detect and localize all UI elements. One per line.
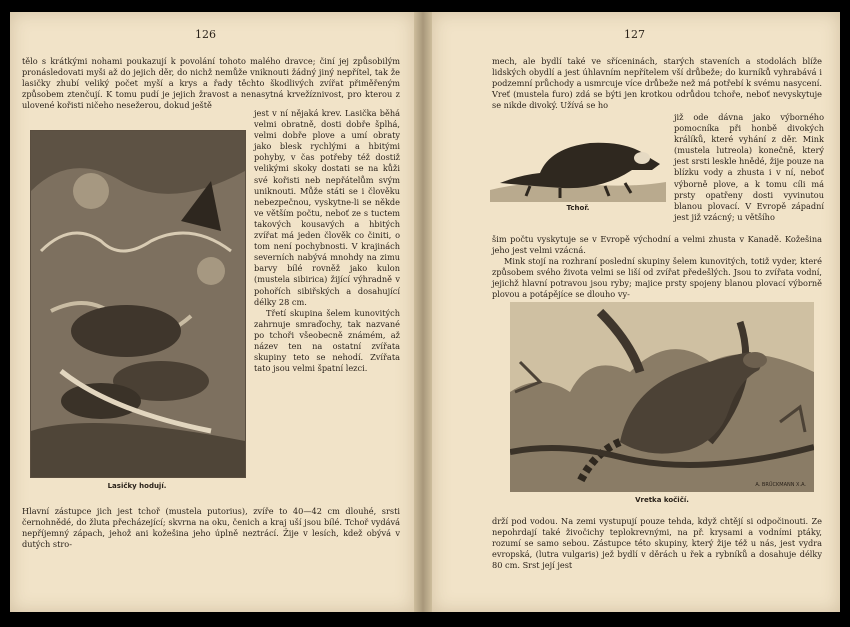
engraver-credit: A. BRÜCKMANN X.A. [755,482,806,488]
right-side-paragraph: již ode dávna jako výborného pomocníka při honbě divokých králíků, které vyhání z děr. Mink (mustela lutreola) konečně, který jest srsti leskle hnědé, žije pouze na blízku vody a zhusta i v ní, neboť výborně plove, a k tomu cíli má prsty opatřeny dosti vyvinutou blanou plovací. V Evropě západní jest již vzácný; u většího [674,112,824,222]
figure-civet-caption: Vretka kočičí. [635,496,689,504]
left-page [10,12,414,612]
figure-weasels [30,130,246,478]
engraving-polecat-icon [490,128,666,202]
figure-polecat-caption: Tchoř. [566,204,590,212]
right-top-paragraph: mech, ale bydlí také ve sříceninách, starých staveních a stodolách blíže lidských obydlí a jest úhlavním nepřítelem vší drůbeže; do kurníků vyhrabává i podzemní průchody a usmrcuje více drůbeže než má potřebí k svému nasycení. Vreť (mustela furo) zdá se býti jen krotkou odrůdou tchoře, neboť nevyskytuje se nikde divoký. Užívá se ho [492,56,822,111]
figure-weasels-caption: Lasičky hodují. [107,482,167,490]
left-bottom-paragraph: Hlavní zástupce jich jest tchoř (mustela putorius), zvíře to 40—42 cm dlouhé, srsti černohnědé, do žluta přecházející; skvrna na oku, čenich a kraj uší jsou bílé. Tchoř vydává nepříjemný zápach, jehož ani kožešina jeho úplně neztrácí. Žije v lesích, kdež obývá v dutých stro- [22,506,400,550]
right-bottom-paragraph: drží pod vodou. Na zemi vystupují pouze tehda, když chtějí si odpočinouti. Ze nepohrdají také živočichy teplokrevnými, na př. krysami a vodními ptáky, rozumí se samo sebou. Zástupce této skupiny, který žije též u nás, jest vydra evropská, (lutra vulgaris) jež bydlí v děrách u řek a rybníků a dosahuje délky 80 cm. Srst její jest [492,516,822,571]
figure-polecat [490,128,666,202]
right-page-number: 127 [624,28,645,41]
left-top-paragraph: tělo s krátkými nohami poukazují k povolání tohoto malého dravce; činí jej způsobilým pronásledovati myši až do jejich děr, do nichž nemůže vniknouti žádný jiný nepřítel, tak že lasičky zhubí veliký počet myší a krys a řady těchto škodlivých zvířat přiměřeným způsobem ztenčují. K tomu pudí je jejich žravost a nenasytná krvežíznivost, pro kterou z ulovené kořisti ničeho nesežerou, dokud ještě [22,56,400,111]
right-page [432,12,840,612]
engraving-weasels-icon [31,131,245,477]
left-page-number: 126 [195,28,216,41]
figure-civet [510,302,814,492]
book-gutter [414,12,432,612]
left-side-paragraph: jest v ní nějaká krev. Lasička běhá velmi obratně, dosti dobře šplhá, velmi dobře plove a umí obraty jako blesk rychlými a hbitými pohyby, v čas potřeby též dostiž velikými skoky dostati se na kůži své kořisti neb nepřátelům svým uniknouti. Může státi se i člověku nebezpečnou, vyskytne-li se někde ve větším počtu, neboť ze s tuctem takových kousavých a hbitých zvířat má jeden člověk co činiti, o tom není pochybnosti. V krajinách severních nabývá mnohdy na zimu barvy bílé rovněž jako kulon (mustela sibirica) žijící výhradně v pohořích sibiřských a dosahující délky 28 cm. Třetí skupina šelem kunovitých zahrnuje smraďochy, tak nazvané po tchoři všeobecně známém, až název ten na ostatní zvířata skupiny teto se nehodí. Zvířata tato jsou velmi špatní lezci. [254,108,400,374]
right-middle-paragraph: šim počtu vyskytuje se v Evropě východní a velmi zhusta v Kanadě. Kožešina jeho jest velmi vzácná. Mink stojí na rozhraní poslední skupiny šelem kunovitých, totiž vyder, které způsobem svého života velmi se liší od zvířat předešlých. Jsou to zvířata vodní, jejichž hlavní potravou jsou ryby; majice prsty spojeny blanou plovací výborně plovou a potápějíce se dlouho vy- [492,234,822,300]
engraving-civet-icon [510,302,814,492]
